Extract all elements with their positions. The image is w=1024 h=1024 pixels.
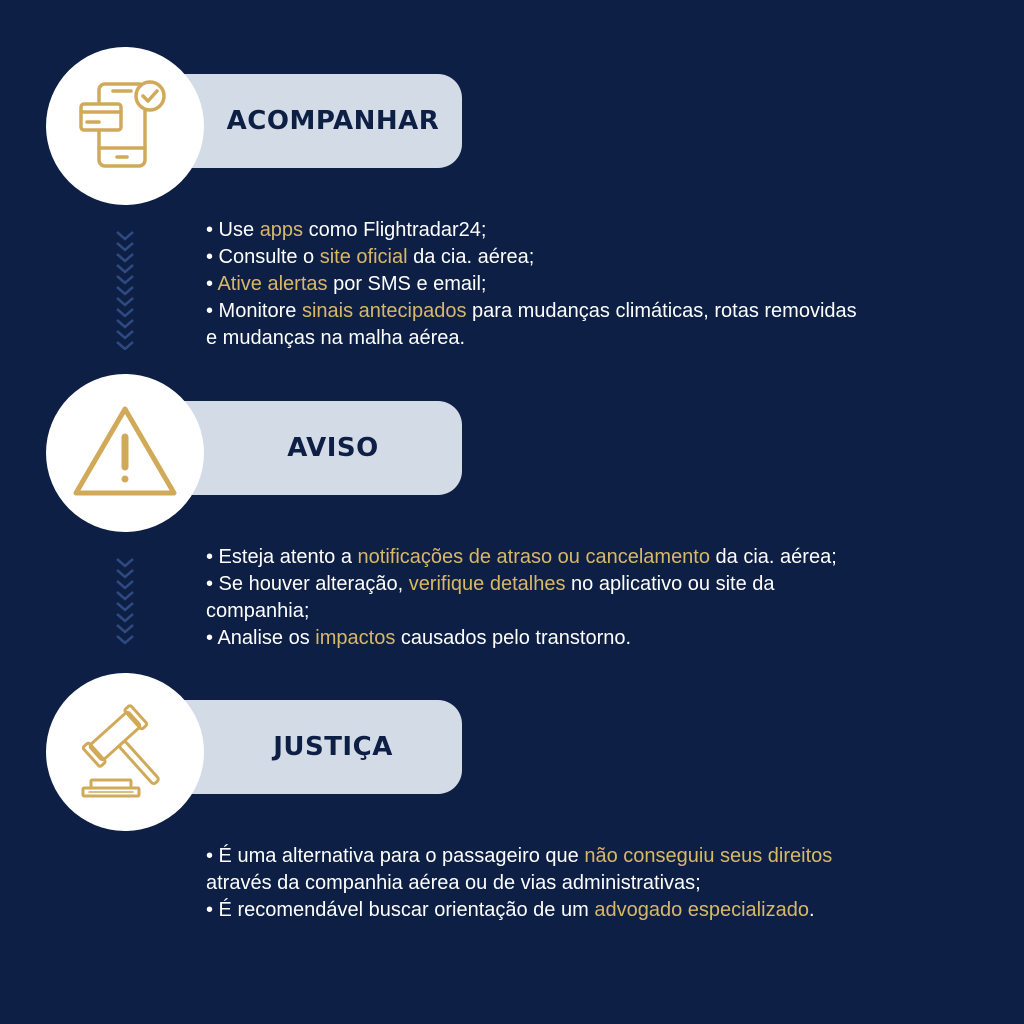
text-segment: da cia. aérea; <box>407 246 535 268</box>
highlighted-text: Ative alertas <box>217 273 328 295</box>
text-segment: para mudanças climáticas, rotas removidas <box>466 300 857 322</box>
text-line <box>206 843 986 870</box>
phone-check-icon <box>77 78 173 174</box>
highlighted-text: sinais antecipados <box>301 300 467 322</box>
text-segment: no aplicativo ou site da <box>565 573 775 595</box>
text-segment: • Use <box>206 219 260 241</box>
section-title: ACOMPANHAR <box>226 106 440 136</box>
text-segment: causados pelo transtorno. <box>395 627 632 649</box>
highlighted-text: impactos <box>315 627 396 649</box>
text-line <box>206 544 986 571</box>
section-body <box>206 217 986 352</box>
icon-circle <box>46 673 204 831</box>
text-segment: da cia. aérea; <box>710 546 837 568</box>
section-title: JUSTIÇA <box>273 732 393 762</box>
highlighted-text: verifique detalhes <box>408 573 566 595</box>
icon-circle <box>46 374 204 532</box>
highlighted-text: site oficial <box>319 246 408 268</box>
text-segment: • Consulte o <box>206 246 320 268</box>
text-segment: companhia; <box>206 600 310 622</box>
text-line <box>206 298 986 325</box>
text-segment: e mudanças na malha aérea. <box>206 327 466 349</box>
warning-icon <box>70 403 180 503</box>
highlighted-text: advogado especializado <box>594 899 809 921</box>
chevron-down-icon <box>112 557 138 647</box>
text-segment: como Flightradar24; <box>303 219 487 241</box>
section-body <box>206 544 986 652</box>
text-segment: • Se houver alteração, <box>206 573 409 595</box>
highlighted-text: apps <box>259 219 304 241</box>
text-segment: . <box>808 899 815 921</box>
text-line <box>206 244 986 271</box>
text-line <box>206 325 986 352</box>
text-segment: • É uma alternativa para o passageiro que <box>206 845 585 867</box>
chevron-down-icon <box>112 230 138 350</box>
text-segment: • Esteja atento a <box>206 546 358 568</box>
text-line <box>206 625 986 652</box>
text-segment: • Analise os <box>206 627 316 649</box>
text-segment: • <box>206 273 218 295</box>
highlighted-text: não conseguiu seus direitos <box>584 845 833 867</box>
text-line <box>206 870 986 897</box>
text-segment: por SMS e email; <box>327 273 487 295</box>
icon-circle <box>46 47 204 205</box>
text-segment: • É recomendável buscar orientação de um <box>206 899 595 921</box>
text-line <box>206 217 986 244</box>
highlighted-text: notificações de atraso ou cancelamento <box>357 546 710 568</box>
text-line <box>206 897 986 924</box>
text-line <box>206 571 986 598</box>
text-segment: • Monitore <box>206 300 302 322</box>
section-body <box>206 843 986 924</box>
text-segment: através da companhia aérea ou de vias administrativas; <box>206 872 701 894</box>
text-line <box>206 598 986 625</box>
text-line <box>206 271 986 298</box>
gavel-icon <box>75 702 175 802</box>
section-title: AVISO <box>287 433 379 463</box>
